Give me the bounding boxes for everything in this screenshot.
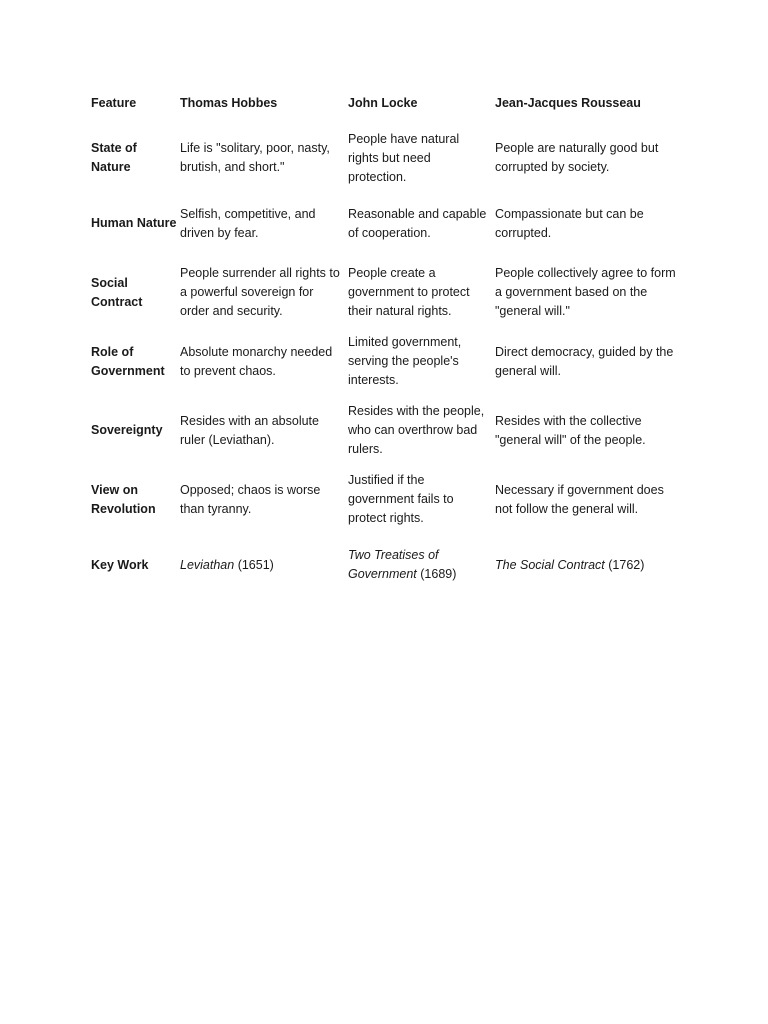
- table-row: [88, 258, 678, 327]
- cell-locke: Justified if the government fails to protect rights.: [348, 473, 454, 525]
- book-year: (1689): [416, 567, 457, 581]
- row-feature: Social Contract: [91, 275, 143, 309]
- book-year: (1762): [604, 557, 645, 572]
- book-title: The Social Contract: [495, 557, 605, 572]
- cell-locke: People create a government to protect their natural rights.: [348, 266, 470, 318]
- cell-hobbes: Absolute monarchy needed to prevent chaos.: [180, 344, 333, 378]
- cell-locke: Resides with the people, who can overthrow bad rulers.: [348, 404, 485, 456]
- cell-hobbes: Selfish, competitive, and driven by fear.: [180, 206, 316, 240]
- book-title: Leviathan: [180, 557, 235, 572]
- cell-rousseau: Direct democracy, guided by the general will.: [495, 344, 674, 378]
- table-row: [88, 189, 678, 258]
- table-row: [88, 465, 678, 534]
- cell-hobbes: Life is "solitary, poor, nasty, brutish, and short.": [180, 141, 330, 174]
- header-locke: John Locke: [348, 95, 418, 110]
- table-row: [88, 396, 678, 465]
- cell-hobbes: Resides with an absolute ruler (Leviathan).: [180, 413, 319, 447]
- book-title: Two Treatises of Government: [348, 548, 439, 581]
- cell-rousseau: [492, 534, 678, 596]
- philosophers-comparison-table: [88, 93, 678, 596]
- cell-locke: Limited government, serving the people's interests.: [348, 335, 462, 387]
- row-feature: Sovereignty: [91, 423, 163, 437]
- cell-hobbes: Opposed; chaos is worse than tyranny.: [180, 482, 321, 516]
- table-row: [88, 534, 678, 596]
- cell-locke: People have natural rights but need protection.: [348, 131, 460, 184]
- row-feature: State of Nature: [91, 141, 137, 174]
- cell-rousseau: Compassionate but can be corrupted.: [495, 206, 644, 240]
- cell-hobbes: [177, 534, 345, 596]
- row-feature: Human Nature: [91, 216, 177, 230]
- header-hobbes: Thomas Hobbes: [180, 95, 278, 110]
- row-feature: Role of Government: [91, 344, 165, 378]
- cell-locke: [345, 534, 492, 596]
- table-row: [88, 327, 678, 396]
- header-row: [88, 93, 678, 127]
- row-feature: View on Revolution: [91, 482, 156, 516]
- cell-hobbes: People surrender all rights to a powerful sovereign for order and security.: [180, 266, 340, 318]
- header-feature: Feature: [91, 95, 137, 110]
- row-feature: Key Work: [91, 557, 149, 572]
- cell-locke: Reasonable and capable of cooperation.: [348, 206, 487, 240]
- book-year: (1651): [234, 557, 274, 572]
- cell-rousseau: People collectively agree to form a government based on the "general will.": [495, 266, 676, 318]
- cell-rousseau: Necessary if government does not follow the general will.: [495, 482, 664, 516]
- cell-rousseau: People are naturally good but corrupted by society.: [495, 141, 659, 174]
- table-row: [88, 127, 678, 189]
- header-rousseau: Jean-Jacques Rousseau: [495, 95, 641, 110]
- cell-rousseau: Resides with the collective "general will" of the people.: [495, 413, 646, 447]
